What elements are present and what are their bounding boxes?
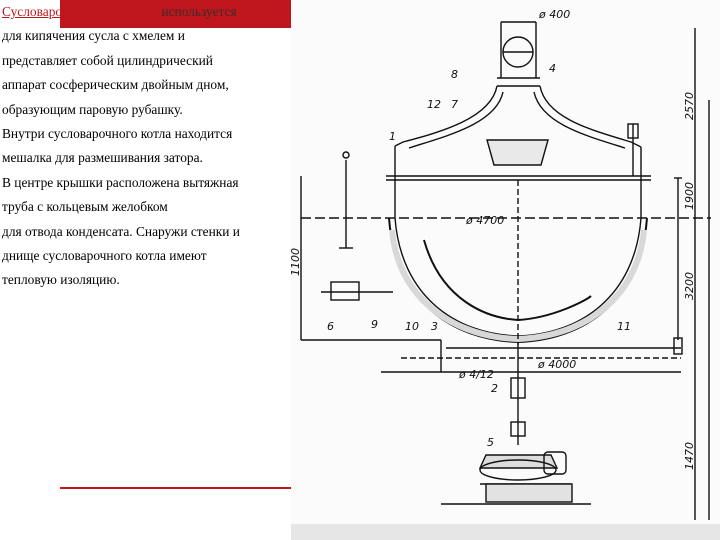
lid-left [395,86,497,146]
text-line-12: тепловую изоляцию. [2,272,120,288]
kettle-diagram [291,0,720,524]
text-line-10: для отвода конденсата. Снаружи стенки и [2,223,240,239]
base [486,484,572,502]
label-5: 5 [487,436,494,449]
text-line-4: аппарат сосферическим двойным дном, [2,77,229,93]
label-10: 10 [405,320,419,333]
text-line-11: днище сусловарочного котла имеют [2,248,207,264]
text-line-8: В центре крышки расположена вытяжная [2,174,239,190]
label-9: 9 [371,318,378,331]
label-4: 4 [549,62,556,75]
dim-right2: 1900 [683,182,696,210]
stirrer [424,240,591,320]
drive-housing [480,455,557,468]
text-line-5: образующим паровую рубашку. [2,101,183,117]
lid-right [540,86,641,147]
label-1: 1 [389,130,396,143]
divider-line [60,487,293,489]
hood [487,140,548,165]
dim-bottom2: ø 4/12 [459,368,494,381]
inlet-valve [331,282,359,300]
kettle-drawing [291,0,720,524]
text-line-2: для кипячения сусла с хмелем и [2,28,185,44]
dim-left: 1100 [289,248,302,276]
exhaust-pipe [501,22,536,78]
label-6: 6 [327,320,334,333]
text-line-7: мешалка для размешивания затора. [2,150,203,166]
dim-low: 1470 [683,442,696,470]
label-2: 2 [491,382,498,395]
dim-right1: 2570 [683,92,696,120]
kettle-link[interactable]: Сусловарочный котел (чан) [2,4,159,19]
dim-mid: ø 4700 [466,214,505,227]
text-line-3: представляет собой цилиндрический [2,52,213,68]
dim-right3: 3200 [683,272,696,300]
dim-top: ø 400 [539,8,571,21]
text-line-1-rest: используется [158,4,237,19]
label-12: 12 [427,98,441,111]
text-line-9: труба с кольцевым желобком [2,199,168,215]
text-line-6: Внутри сусловарочного котла находится [2,126,233,142]
label-7: 7 [451,98,458,111]
description-text [2,0,294,293]
label-3: 3 [431,320,438,333]
text-line-1 [2,0,294,24]
dim-bottom1: ø 4000 [538,358,577,371]
label-11: 11 [617,320,631,333]
label-8: 8 [451,68,458,81]
bottom-strip [291,524,720,540]
